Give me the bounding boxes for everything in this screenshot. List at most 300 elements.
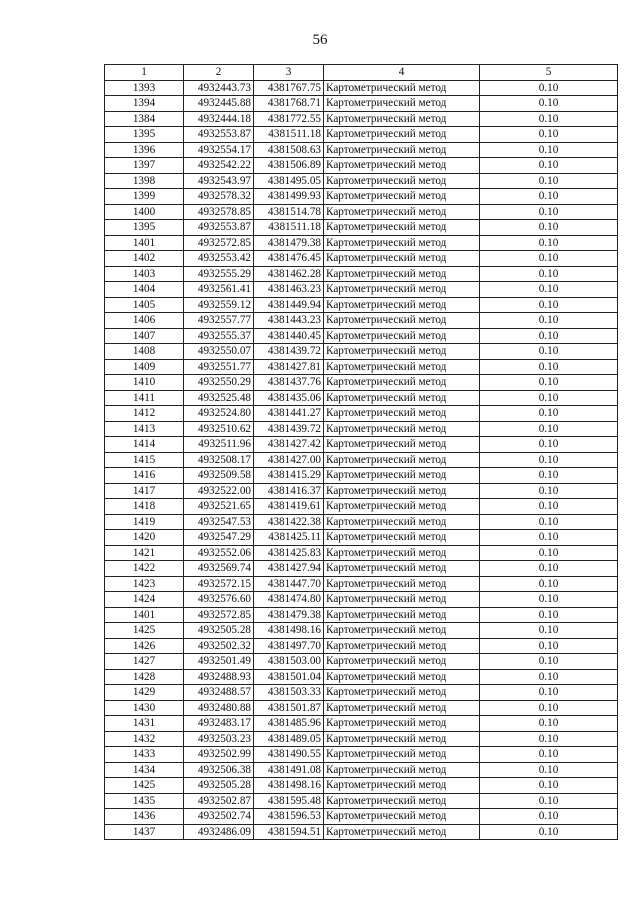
accuracy-cell: 0.10 <box>480 421 618 437</box>
y-coordinate-cell: 4381440.45 <box>254 328 324 344</box>
accuracy-cell: 0.10 <box>480 96 618 112</box>
method-cell: Картометрический метод <box>324 762 480 778</box>
y-coordinate-cell: 4381503.00 <box>254 654 324 670</box>
method-cell: Картометрический метод <box>324 204 480 220</box>
table-row <box>105 638 618 654</box>
table-row <box>105 390 618 406</box>
page-number: 56 <box>312 32 328 48</box>
x-coordinate-cell: 4932559.12 <box>184 297 254 313</box>
table-row <box>105 111 618 127</box>
y-coordinate-cell: 4381439.72 <box>254 421 324 437</box>
accuracy-cell: 0.10 <box>480 576 618 592</box>
accuracy-cell: 0.10 <box>480 638 618 654</box>
x-coordinate-cell: 4932445.88 <box>184 96 254 112</box>
x-coordinate-cell: 4932553.87 <box>184 220 254 236</box>
accuracy-cell: 0.10 <box>480 654 618 670</box>
y-coordinate-cell: 4381435.06 <box>254 390 324 406</box>
point-number-cell: 1411 <box>105 390 184 406</box>
table-row <box>105 731 618 747</box>
x-coordinate-cell: 4932488.93 <box>184 669 254 685</box>
x-coordinate-cell: 4932502.87 <box>184 793 254 809</box>
x-coordinate-cell: 4932551.77 <box>184 359 254 375</box>
point-number-cell: 1384 <box>105 111 184 127</box>
method-cell: Картометрический метод <box>324 778 480 794</box>
point-number-cell: 1434 <box>105 762 184 778</box>
y-coordinate-cell: 4381447.70 <box>254 576 324 592</box>
method-cell: Картометрический метод <box>324 468 480 484</box>
y-coordinate-cell: 4381427.00 <box>254 452 324 468</box>
point-number-cell: 1409 <box>105 359 184 375</box>
table-row <box>105 576 618 592</box>
accuracy-cell: 0.10 <box>480 266 618 282</box>
table-row <box>105 685 618 701</box>
point-number-cell: 1422 <box>105 561 184 577</box>
y-coordinate-cell: 4381427.94 <box>254 561 324 577</box>
y-coordinate-cell: 4381767.75 <box>254 80 324 96</box>
table-row <box>105 421 618 437</box>
x-coordinate-cell: 4932561.41 <box>184 282 254 298</box>
y-coordinate-cell: 4381503.33 <box>254 685 324 701</box>
table-row <box>105 499 618 515</box>
header-col-2: 2 <box>184 65 254 81</box>
x-coordinate-cell: 4932505.28 <box>184 623 254 639</box>
y-coordinate-cell: 4381501.04 <box>254 669 324 685</box>
table-row <box>105 282 618 298</box>
point-number-cell: 1433 <box>105 747 184 763</box>
point-number-cell: 1403 <box>105 266 184 282</box>
point-number-cell: 1435 <box>105 793 184 809</box>
table-row <box>105 762 618 778</box>
method-cell: Картометрический метод <box>324 437 480 453</box>
accuracy-cell: 0.10 <box>480 824 618 840</box>
point-number-cell: 1424 <box>105 592 184 608</box>
point-number-cell: 1407 <box>105 328 184 344</box>
accuracy-cell: 0.10 <box>480 220 618 236</box>
point-number-cell: 1415 <box>105 452 184 468</box>
table-row <box>105 235 618 251</box>
table-row <box>105 824 618 840</box>
y-coordinate-cell: 4381595.48 <box>254 793 324 809</box>
x-coordinate-cell: 4932542.22 <box>184 158 254 174</box>
table-row <box>105 375 618 391</box>
method-cell: Картометрический метод <box>324 607 480 623</box>
accuracy-cell: 0.10 <box>480 189 618 205</box>
y-coordinate-cell: 4381497.70 <box>254 638 324 654</box>
method-cell: Картометрический метод <box>324 483 480 499</box>
y-coordinate-cell: 4381495.05 <box>254 173 324 189</box>
method-cell: Картометрический метод <box>324 220 480 236</box>
accuracy-cell: 0.10 <box>480 623 618 639</box>
accuracy-cell: 0.10 <box>480 809 618 825</box>
method-cell: Картометрический метод <box>324 80 480 96</box>
x-coordinate-cell: 4932572.85 <box>184 607 254 623</box>
table-row <box>105 80 618 96</box>
method-cell: Картометрический метод <box>324 359 480 375</box>
method-cell: Картометрический метод <box>324 158 480 174</box>
point-number-cell: 1393 <box>105 80 184 96</box>
x-coordinate-cell: 4932444.18 <box>184 111 254 127</box>
x-coordinate-cell: 4932547.29 <box>184 530 254 546</box>
method-cell: Картометрический метод <box>324 716 480 732</box>
table-row <box>105 328 618 344</box>
x-coordinate-cell: 4932578.32 <box>184 189 254 205</box>
table-header <box>105 65 618 81</box>
table-row <box>105 173 618 189</box>
point-number-cell: 1401 <box>105 607 184 623</box>
y-coordinate-cell: 4381422.38 <box>254 514 324 530</box>
table-row <box>105 483 618 499</box>
point-number-cell: 1425 <box>105 778 184 794</box>
table-row <box>105 654 618 670</box>
accuracy-cell: 0.10 <box>480 80 618 96</box>
accuracy-cell: 0.10 <box>480 313 618 329</box>
y-coordinate-cell: 4381416.37 <box>254 483 324 499</box>
table-row <box>105 297 618 313</box>
y-coordinate-cell: 4381506.89 <box>254 158 324 174</box>
point-number-cell: 1428 <box>105 669 184 685</box>
method-cell: Картометрический метод <box>324 189 480 205</box>
x-coordinate-cell: 4932555.29 <box>184 266 254 282</box>
method-cell: Картометрический метод <box>324 173 480 189</box>
method-cell: Картометрический метод <box>324 545 480 561</box>
y-coordinate-cell: 4381476.45 <box>254 251 324 267</box>
table-row <box>105 359 618 375</box>
method-cell: Картометрический метод <box>324 530 480 546</box>
table-row <box>105 220 618 236</box>
method-cell: Картометрический метод <box>324 824 480 840</box>
point-number-cell: 1420 <box>105 530 184 546</box>
point-number-cell: 1408 <box>105 344 184 360</box>
method-cell: Картометрический метод <box>324 793 480 809</box>
x-coordinate-cell: 4932511.96 <box>184 437 254 453</box>
y-coordinate-cell: 4381508.63 <box>254 142 324 158</box>
x-coordinate-cell: 4932443.73 <box>184 80 254 96</box>
point-number-cell: 1414 <box>105 437 184 453</box>
table-row <box>105 204 618 220</box>
accuracy-cell: 0.10 <box>480 375 618 391</box>
method-cell: Картометрический метод <box>324 266 480 282</box>
method-cell: Картометрический метод <box>324 375 480 391</box>
x-coordinate-cell: 4932502.32 <box>184 638 254 654</box>
accuracy-cell: 0.10 <box>480 173 618 189</box>
point-number-cell: 1400 <box>105 204 184 220</box>
point-number-cell: 1394 <box>105 96 184 112</box>
point-number-cell: 1402 <box>105 251 184 267</box>
method-cell: Картометрический метод <box>324 406 480 422</box>
x-coordinate-cell: 4932521.65 <box>184 499 254 515</box>
accuracy-cell: 0.10 <box>480 762 618 778</box>
point-number-cell: 1431 <box>105 716 184 732</box>
point-number-cell: 1437 <box>105 824 184 840</box>
x-coordinate-cell: 4932505.28 <box>184 778 254 794</box>
accuracy-cell: 0.10 <box>480 669 618 685</box>
accuracy-cell: 0.10 <box>480 452 618 468</box>
table-row <box>105 607 618 623</box>
accuracy-cell: 0.10 <box>480 328 618 344</box>
table-row <box>105 96 618 112</box>
method-cell: Картометрический метод <box>324 390 480 406</box>
y-coordinate-cell: 4381437.76 <box>254 375 324 391</box>
table-row <box>105 452 618 468</box>
x-coordinate-cell: 4932502.74 <box>184 809 254 825</box>
table-row <box>105 344 618 360</box>
x-coordinate-cell: 4932572.85 <box>184 235 254 251</box>
accuracy-cell: 0.10 <box>480 359 618 375</box>
accuracy-cell: 0.10 <box>480 561 618 577</box>
header-col-3: 3 <box>254 65 324 81</box>
y-coordinate-cell: 4381594.51 <box>254 824 324 840</box>
method-cell: Картометрический метод <box>324 127 480 143</box>
table-row <box>105 700 618 716</box>
table-row <box>105 561 618 577</box>
x-coordinate-cell: 4932576.60 <box>184 592 254 608</box>
y-coordinate-cell: 4381489.05 <box>254 731 324 747</box>
x-coordinate-cell: 4932483.17 <box>184 716 254 732</box>
x-coordinate-cell: 4932578.85 <box>184 204 254 220</box>
x-coordinate-cell: 4932510.62 <box>184 421 254 437</box>
accuracy-cell: 0.10 <box>480 778 618 794</box>
table-row <box>105 592 618 608</box>
method-cell: Картометрический метод <box>324 297 480 313</box>
x-coordinate-cell: 4932547.53 <box>184 514 254 530</box>
method-cell: Картометрический метод <box>324 452 480 468</box>
method-cell: Картометрический метод <box>324 235 480 251</box>
y-coordinate-cell: 4381419.61 <box>254 499 324 515</box>
point-number-cell: 1430 <box>105 700 184 716</box>
coordinates-table <box>104 64 618 840</box>
x-coordinate-cell: 4932550.07 <box>184 344 254 360</box>
header-col-1: 1 <box>105 65 184 81</box>
method-cell: Картометрический метод <box>324 421 480 437</box>
accuracy-cell: 0.10 <box>480 235 618 251</box>
x-coordinate-cell: 4932557.77 <box>184 313 254 329</box>
table-row <box>105 468 618 484</box>
table-row <box>105 514 618 530</box>
y-coordinate-cell: 4381485.96 <box>254 716 324 732</box>
x-coordinate-cell: 4932552.06 <box>184 545 254 561</box>
accuracy-cell: 0.10 <box>480 406 618 422</box>
method-cell: Картометрический метод <box>324 654 480 670</box>
y-coordinate-cell: 4381768.71 <box>254 96 324 112</box>
table-body <box>105 80 618 840</box>
method-cell: Картометрический метод <box>324 313 480 329</box>
method-cell: Картометрический метод <box>324 514 480 530</box>
x-coordinate-cell: 4932480.88 <box>184 700 254 716</box>
method-cell: Картометрический метод <box>324 111 480 127</box>
accuracy-cell: 0.10 <box>480 483 618 499</box>
x-coordinate-cell: 4932502.99 <box>184 747 254 763</box>
method-cell: Картометрический метод <box>324 561 480 577</box>
point-number-cell: 1421 <box>105 545 184 561</box>
y-coordinate-cell: 4381499.93 <box>254 189 324 205</box>
y-coordinate-cell: 4381425.83 <box>254 545 324 561</box>
accuracy-cell: 0.10 <box>480 731 618 747</box>
point-number-cell: 1426 <box>105 638 184 654</box>
x-coordinate-cell: 4932569.74 <box>184 561 254 577</box>
x-coordinate-cell: 4932555.37 <box>184 328 254 344</box>
x-coordinate-cell: 4932550.29 <box>184 375 254 391</box>
method-cell: Картометрический метод <box>324 592 480 608</box>
point-number-cell: 1436 <box>105 809 184 825</box>
accuracy-cell: 0.10 <box>480 716 618 732</box>
method-cell: Картометрический метод <box>324 685 480 701</box>
header-row <box>105 65 618 81</box>
y-coordinate-cell: 4381772.55 <box>254 111 324 127</box>
table-row <box>105 127 618 143</box>
accuracy-cell: 0.10 <box>480 127 618 143</box>
point-number-cell: 1410 <box>105 375 184 391</box>
point-number-cell: 1432 <box>105 731 184 747</box>
table-row <box>105 545 618 561</box>
table-row <box>105 313 618 329</box>
accuracy-cell: 0.10 <box>480 142 618 158</box>
point-number-cell: 1413 <box>105 421 184 437</box>
point-number-cell: 1417 <box>105 483 184 499</box>
point-number-cell: 1425 <box>105 623 184 639</box>
x-coordinate-cell: 4932503.23 <box>184 731 254 747</box>
header-col-5: 5 <box>480 65 618 81</box>
point-number-cell: 1398 <box>105 173 184 189</box>
accuracy-cell: 0.10 <box>480 592 618 608</box>
method-cell: Картометрический метод <box>324 96 480 112</box>
y-coordinate-cell: 4381491.08 <box>254 762 324 778</box>
table-row <box>105 142 618 158</box>
point-number-cell: 1399 <box>105 189 184 205</box>
point-number-cell: 1416 <box>105 468 184 484</box>
y-coordinate-cell: 4381462.28 <box>254 266 324 282</box>
x-coordinate-cell: 4932508.17 <box>184 452 254 468</box>
accuracy-cell: 0.10 <box>480 514 618 530</box>
table-row <box>105 530 618 546</box>
point-number-cell: 1406 <box>105 313 184 329</box>
x-coordinate-cell: 4932525.48 <box>184 390 254 406</box>
method-cell: Картометрический метод <box>324 638 480 654</box>
accuracy-cell: 0.10 <box>480 793 618 809</box>
accuracy-cell: 0.10 <box>480 158 618 174</box>
header-col-4: 4 <box>324 65 480 81</box>
y-coordinate-cell: 4381596.53 <box>254 809 324 825</box>
table-row <box>105 189 618 205</box>
y-coordinate-cell: 4381425.11 <box>254 530 324 546</box>
y-coordinate-cell: 4381449.94 <box>254 297 324 313</box>
table-row <box>105 437 618 453</box>
method-cell: Картометрический метод <box>324 809 480 825</box>
point-number-cell: 1405 <box>105 297 184 313</box>
x-coordinate-cell: 4932501.49 <box>184 654 254 670</box>
method-cell: Картометрический метод <box>324 669 480 685</box>
method-cell: Картометрический метод <box>324 251 480 267</box>
method-cell: Картометрический метод <box>324 623 480 639</box>
accuracy-cell: 0.10 <box>480 607 618 623</box>
point-number-cell: 1423 <box>105 576 184 592</box>
x-coordinate-cell: 4932488.57 <box>184 685 254 701</box>
accuracy-cell: 0.10 <box>480 685 618 701</box>
y-coordinate-cell: 4381511.18 <box>254 220 324 236</box>
table-row <box>105 778 618 794</box>
y-coordinate-cell: 4381479.38 <box>254 607 324 623</box>
x-coordinate-cell: 4932572.15 <box>184 576 254 592</box>
point-number-cell: 1401 <box>105 235 184 251</box>
table-row <box>105 158 618 174</box>
accuracy-cell: 0.10 <box>480 390 618 406</box>
point-number-cell: 1404 <box>105 282 184 298</box>
x-coordinate-cell: 4932524.80 <box>184 406 254 422</box>
point-number-cell: 1418 <box>105 499 184 515</box>
y-coordinate-cell: 4381511.18 <box>254 127 324 143</box>
accuracy-cell: 0.10 <box>480 530 618 546</box>
table-row <box>105 669 618 685</box>
point-number-cell: 1395 <box>105 127 184 143</box>
accuracy-cell: 0.10 <box>480 499 618 515</box>
x-coordinate-cell: 4932554.17 <box>184 142 254 158</box>
point-number-cell: 1429 <box>105 685 184 701</box>
y-coordinate-cell: 4381498.16 <box>254 623 324 639</box>
accuracy-cell: 0.10 <box>480 747 618 763</box>
x-coordinate-cell: 4932522.00 <box>184 483 254 499</box>
accuracy-cell: 0.10 <box>480 251 618 267</box>
y-coordinate-cell: 4381490.55 <box>254 747 324 763</box>
method-cell: Картометрический метод <box>324 700 480 716</box>
x-coordinate-cell: 4932553.42 <box>184 251 254 267</box>
accuracy-cell: 0.10 <box>480 437 618 453</box>
table-row <box>105 266 618 282</box>
table-row <box>105 716 618 732</box>
accuracy-cell: 0.10 <box>480 468 618 484</box>
method-cell: Картометрический метод <box>324 142 480 158</box>
method-cell: Картометрический метод <box>324 344 480 360</box>
y-coordinate-cell: 4381463.23 <box>254 282 324 298</box>
method-cell: Картометрический метод <box>324 499 480 515</box>
table-row <box>105 251 618 267</box>
table-row <box>105 793 618 809</box>
x-coordinate-cell: 4932506.38 <box>184 762 254 778</box>
y-coordinate-cell: 4381439.72 <box>254 344 324 360</box>
y-coordinate-cell: 4381501.87 <box>254 700 324 716</box>
y-coordinate-cell: 4381498.16 <box>254 778 324 794</box>
accuracy-cell: 0.10 <box>480 297 618 313</box>
point-number-cell: 1412 <box>105 406 184 422</box>
point-number-cell: 1427 <box>105 654 184 670</box>
table-row <box>105 623 618 639</box>
accuracy-cell: 0.10 <box>480 111 618 127</box>
accuracy-cell: 0.10 <box>480 700 618 716</box>
method-cell: Картометрический метод <box>324 576 480 592</box>
accuracy-cell: 0.10 <box>480 344 618 360</box>
method-cell: Картометрический метод <box>324 747 480 763</box>
method-cell: Картометрический метод <box>324 282 480 298</box>
accuracy-cell: 0.10 <box>480 545 618 561</box>
point-number-cell: 1397 <box>105 158 184 174</box>
y-coordinate-cell: 4381479.38 <box>254 235 324 251</box>
table-row <box>105 747 618 763</box>
x-coordinate-cell: 4932553.87 <box>184 127 254 143</box>
y-coordinate-cell: 4381474.80 <box>254 592 324 608</box>
x-coordinate-cell: 4932509.58 <box>184 468 254 484</box>
y-coordinate-cell: 4381427.42 <box>254 437 324 453</box>
y-coordinate-cell: 4381443.23 <box>254 313 324 329</box>
method-cell: Картометрический метод <box>324 328 480 344</box>
point-number-cell: 1395 <box>105 220 184 236</box>
point-number-cell: 1419 <box>105 514 184 530</box>
x-coordinate-cell: 4932543.97 <box>184 173 254 189</box>
table-row <box>105 406 618 422</box>
accuracy-cell: 0.10 <box>480 204 618 220</box>
accuracy-cell: 0.10 <box>480 282 618 298</box>
y-coordinate-cell: 4381415.29 <box>254 468 324 484</box>
y-coordinate-cell: 4381514.78 <box>254 204 324 220</box>
method-cell: Картометрический метод <box>324 731 480 747</box>
table-row <box>105 809 618 825</box>
